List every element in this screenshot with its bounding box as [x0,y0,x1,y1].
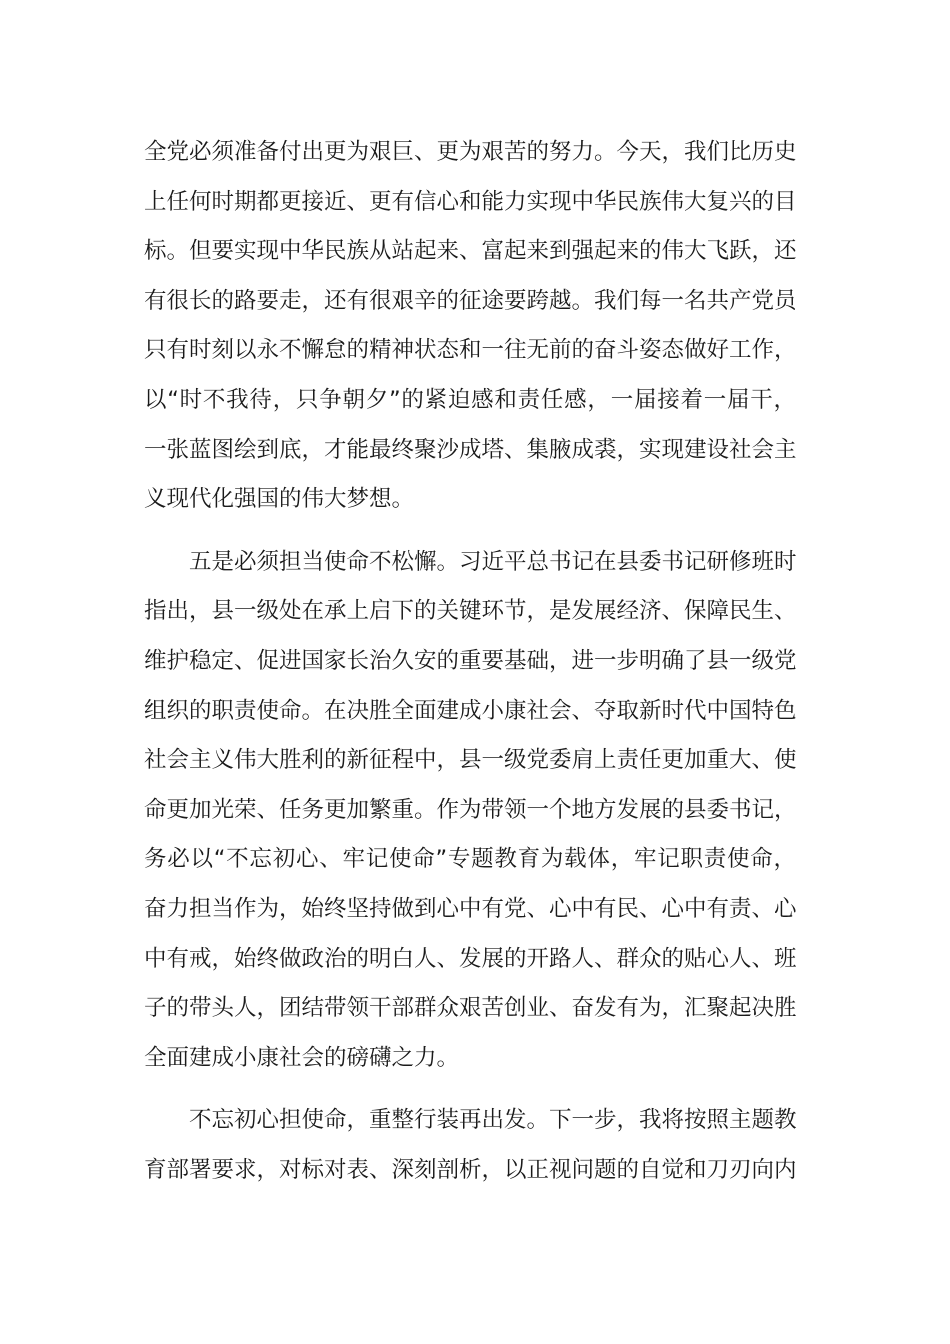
text-line: 社会主义伟大胜利的新征程中，县一级党委肩上责任更加重大、使 [144,747,797,774]
text-line: 上任何时期都更接近、更有信心和能力实现中华民族伟大复兴的目 [144,188,797,215]
paragraph-gap [144,525,796,538]
text-line: 只有时刻以永不懈怠的精神状态和一往无前的奋斗姿态做好工作， [144,337,797,364]
text-line: 全面建成小康社会的磅礴之力。 [144,1044,460,1071]
text-line: 标。但要实现中华民族从站起来、富起来到强起来的伟大飞跃，还 [144,238,797,265]
paragraph-2 [144,538,796,1084]
text-line: 全党必须准备付出更为艰巨、更为艰苦的努力。今天，我们比历史 [144,139,797,165]
text-line: 务必以“不忘初心、牢记使命”专题教育为载体，牢记职责使命， [144,846,796,873]
text-line: 命更加光荣、任务更加繁重。作为带领一个地方发展的县委书记， [144,796,797,823]
text-line: 五是必须担当使命不松懈。习近平总书记在县委书记研修班时 [189,548,797,575]
text-line: 组织的职责使命。在决胜全面建成小康社会、夺取新时代中国特色 [144,697,797,724]
text-line: 子的带头人，团结带领干部群众艰苦创业、奋发有为，汇聚起决胜 [144,995,797,1022]
paragraph-3 [144,1096,796,1195]
text-line: 奋力担当作为，始终坚持做到心中有党、心中有民、心中有责、心 [144,895,797,922]
text-line: 指出，县一级处在承上启下的关键环节，是发展经济、保障民生、 [144,598,797,625]
document-body [144,128,796,1195]
text-line: 中有戒，始终做政治的明白人、发展的开路人、群众的贴心人、班 [144,945,797,972]
text-line: 以“时不我待，只争朝夕”的紧迫感和责任感，一届接着一届干， [144,386,796,413]
text-line: 育部署要求，对标对表、深刻剖析，以正视问题的自觉和刀刃向内 [144,1156,797,1183]
text-line: 义现代化强国的伟大梦想。 [144,486,415,513]
paragraph-gap [144,1083,796,1096]
text-line: 有很长的路要走，还有很艰辛的征途要跨越。我们每一名共产党员 [144,287,797,314]
text-line: 不忘初心担使命，重整行装再出发。下一步，我将按照主题教 [189,1107,797,1134]
text-line: 维护稳定、促进国家长治久安的重要基础，进一步明确了县一级党 [144,647,797,674]
text-line: 一张蓝图绘到底，才能最终聚沙成塔、集腋成裘，实现建设社会主 [144,436,797,463]
paragraph-1 [144,128,796,525]
